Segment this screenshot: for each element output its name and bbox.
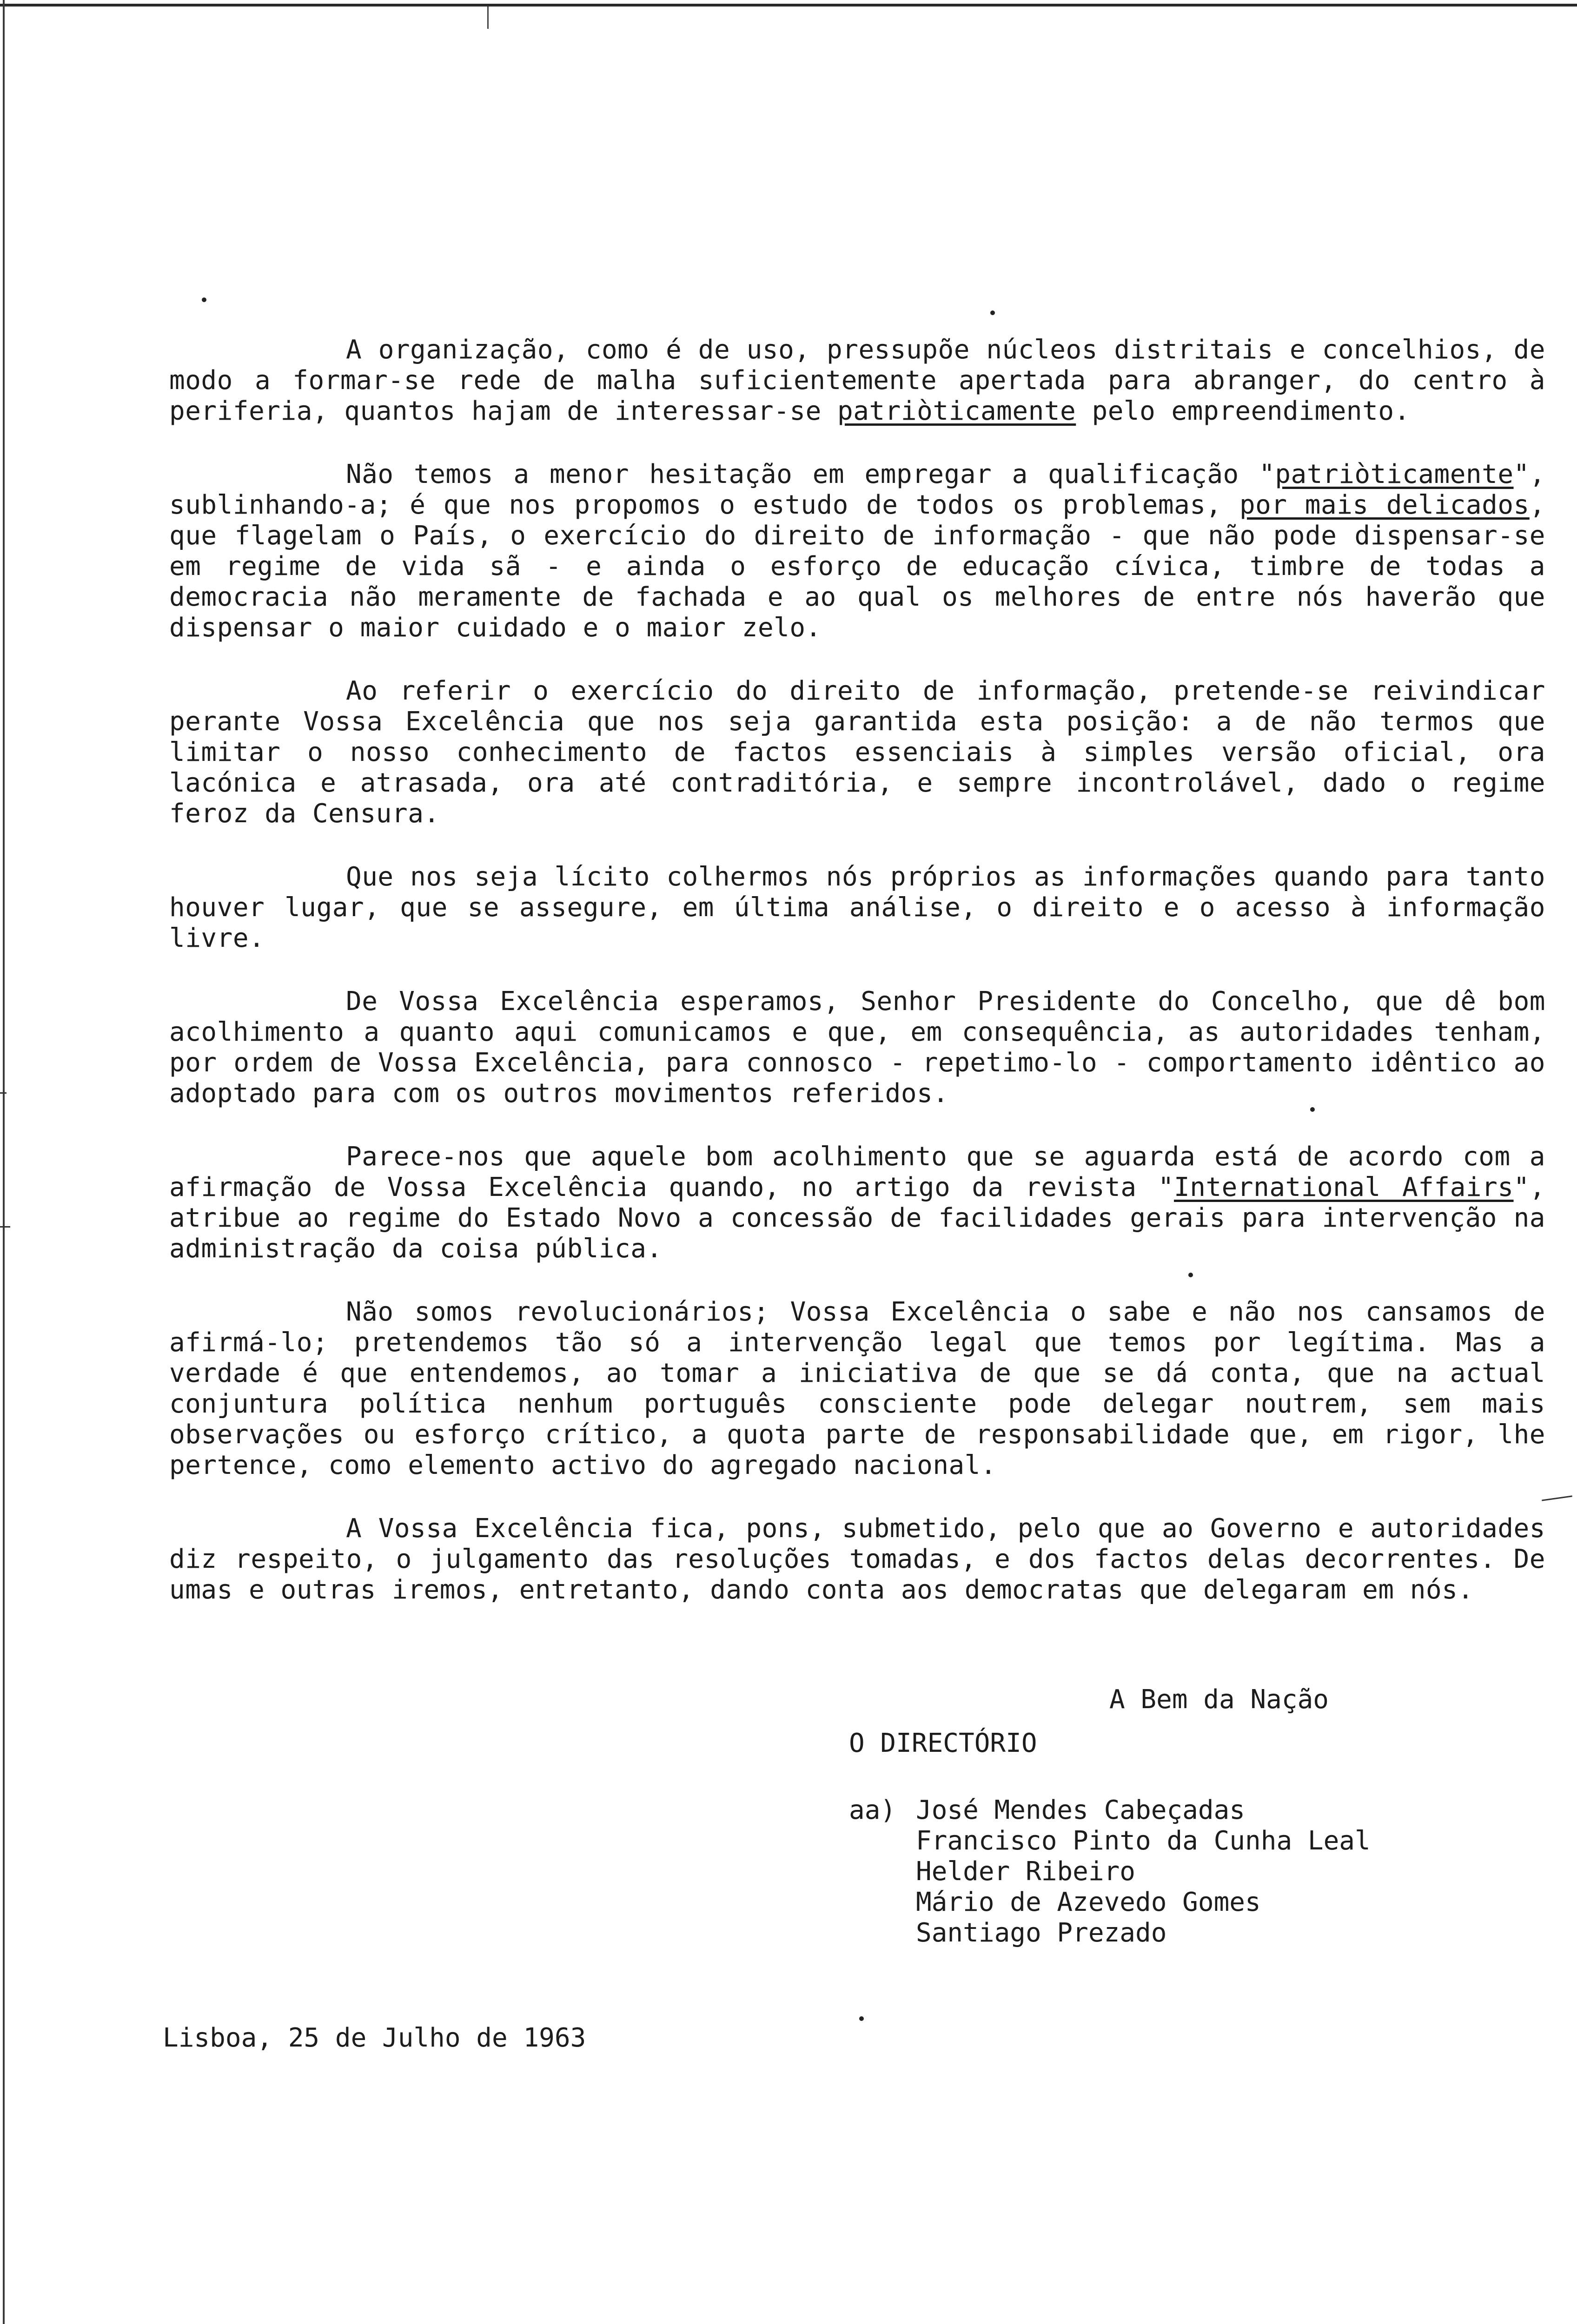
signatory-body: O DIRECTÓRIO [849,1728,1037,1758]
margin-mark [0,1092,7,1094]
body-paragraph [169,1513,1545,1605]
scan-speck [202,297,206,302]
body-paragraph [169,1297,1545,1481]
scan-edge-top [0,4,1577,7]
signatory-row [849,1795,1371,1826]
paragraph-text: ", atribue ao regime do Estado Novo a concessão de facilidades gerais para intervenção na administração da coisa pública. [169,1172,1545,1264]
scan-tick-mark [487,7,489,29]
paragraph-text: , que flagelam o País, o exercício do direito de informação - que não pode dispensar-se em regime de vida sã - e ainda o esforço de educação cívica, timbre de todas a democracia não meramente de fachada e ao qual os melhores de entre nós haverão que dispensar o maior cuidado e o maior zelo. [169,490,1545,643]
paragraph-text: A organização, como é de uso, pressupõe núcleos distritais e concelhios, de modo a formar-se rede de malha suficientemente apertada para abranger, do centro à periferia, quantos hajam de interessar-se [169,335,1545,426]
signatory-name: Helder Ribeiro [916,1856,1136,1887]
underlined-text: International Affairs [1174,1172,1514,1202]
body-paragraph [169,986,1545,1109]
underlined-text: por mais delicados [1239,490,1530,520]
margin-mark [0,1226,10,1228]
signatory-row [849,1918,1371,1948]
closing-salutation: A Bem da Nação [1109,1684,1329,1715]
body-paragraph [169,1142,1545,1264]
body-paragraph [169,335,1545,427]
body-paragraph [169,862,1545,954]
signatory-name: Francisco Pinto da Cunha Leal [916,1826,1371,1856]
signatory-row [849,1887,1371,1918]
underlined-text: patriòticamente [837,396,1076,426]
paragraph-text: Não somos revolucionários; Vossa Excelência o sabe e não nos cansamos de afirmá-lo; pretendemos tão só a intervenção legal que temos por legítima. Mas a verdade é que entendemos, ao tomar a iniciativa de que se dá conta, que na actual conjuntura política nenhum português consciente pode delegar noutrem, sem mais observações ou esforço crítico, a quota parte de responsabilidade que, em rigor, lhe pertence, como elemento activo do agregado nacional. [169,1297,1545,1480]
paragraph-text: Não temos a menor hesitação em empregar a qualificação " [346,459,1275,489]
margin-mark [1542,1495,1572,1501]
paragraph-text: ", sublinhando-a; é que nos propomos o estudo de todos os problemas, [169,459,1545,520]
signatory-list [849,1795,1371,1948]
underlined-text: patriòticamente [1275,459,1514,489]
body-paragraph [169,676,1545,829]
place-date: Lisboa, 25 de Julho de 1963 [163,2023,586,2053]
paragraph-text: Que nos seja lícito colhermos nós próprios as informações quando para tanto houver lugar, que se assegure, em última análise, o direito e o acesso à informação livre. [169,862,1545,953]
scan-speck [859,2016,864,2021]
signature-prefix: aa) [849,1795,896,1825]
scan-edge-left [3,0,5,2324]
signatory-row [849,1826,1371,1856]
paragraph-text: A Vossa Excelência fica, pons, submetido, pelo que ao Governo e autoridades diz respeito, o julgamento das resoluções tomadas, e dos factos delas decorrentes. De umas e outras iremos, entretanto, dando conta aos democratas que delegaram em nós. [169,1513,1545,1605]
letter-body [169,335,1545,1605]
paragraph-text: Ao referir o exercício do direito de informação, pretende-se reivindicar perante Vossa Excelência que nos seja garantida esta posição: a de não termos que limitar o nosso conhecimento de factos essenciais à simples versão oficial, ora lacónica e atrasada, ora até contraditória, e sempre incontrolável, dado o regime feroz da Censura. [169,676,1545,829]
paragraph-text: Parece-nos que aquele bom acolhimento que se aguarda está de acordo com a afirmação de Vossa Excelência quando, no artigo da revista " [169,1142,1545,1202]
body-paragraph [169,459,1545,643]
scan-speck [990,310,995,315]
signatory-name: Santiago Prezado [916,1918,1167,1948]
signatory-row [849,1856,1371,1887]
signatory-name: Mário de Azevedo Gomes [916,1887,1261,1917]
signatory-name: José Mendes Cabeçadas [916,1795,1246,1825]
paragraph-text: De Vossa Excelência esperamos, Senhor Presidente do Concelho, que dê bom acolhimento a quanto aqui comunicamos e que, em consequência, as autoridades tenham, por ordem de Vossa Excelência, para connosco - repetimo-lo - comportamento idêntico ao adoptado para com os outros movimentos referidos. [169,986,1545,1109]
paragraph-text: pelo empreendimento. [1076,396,1410,426]
